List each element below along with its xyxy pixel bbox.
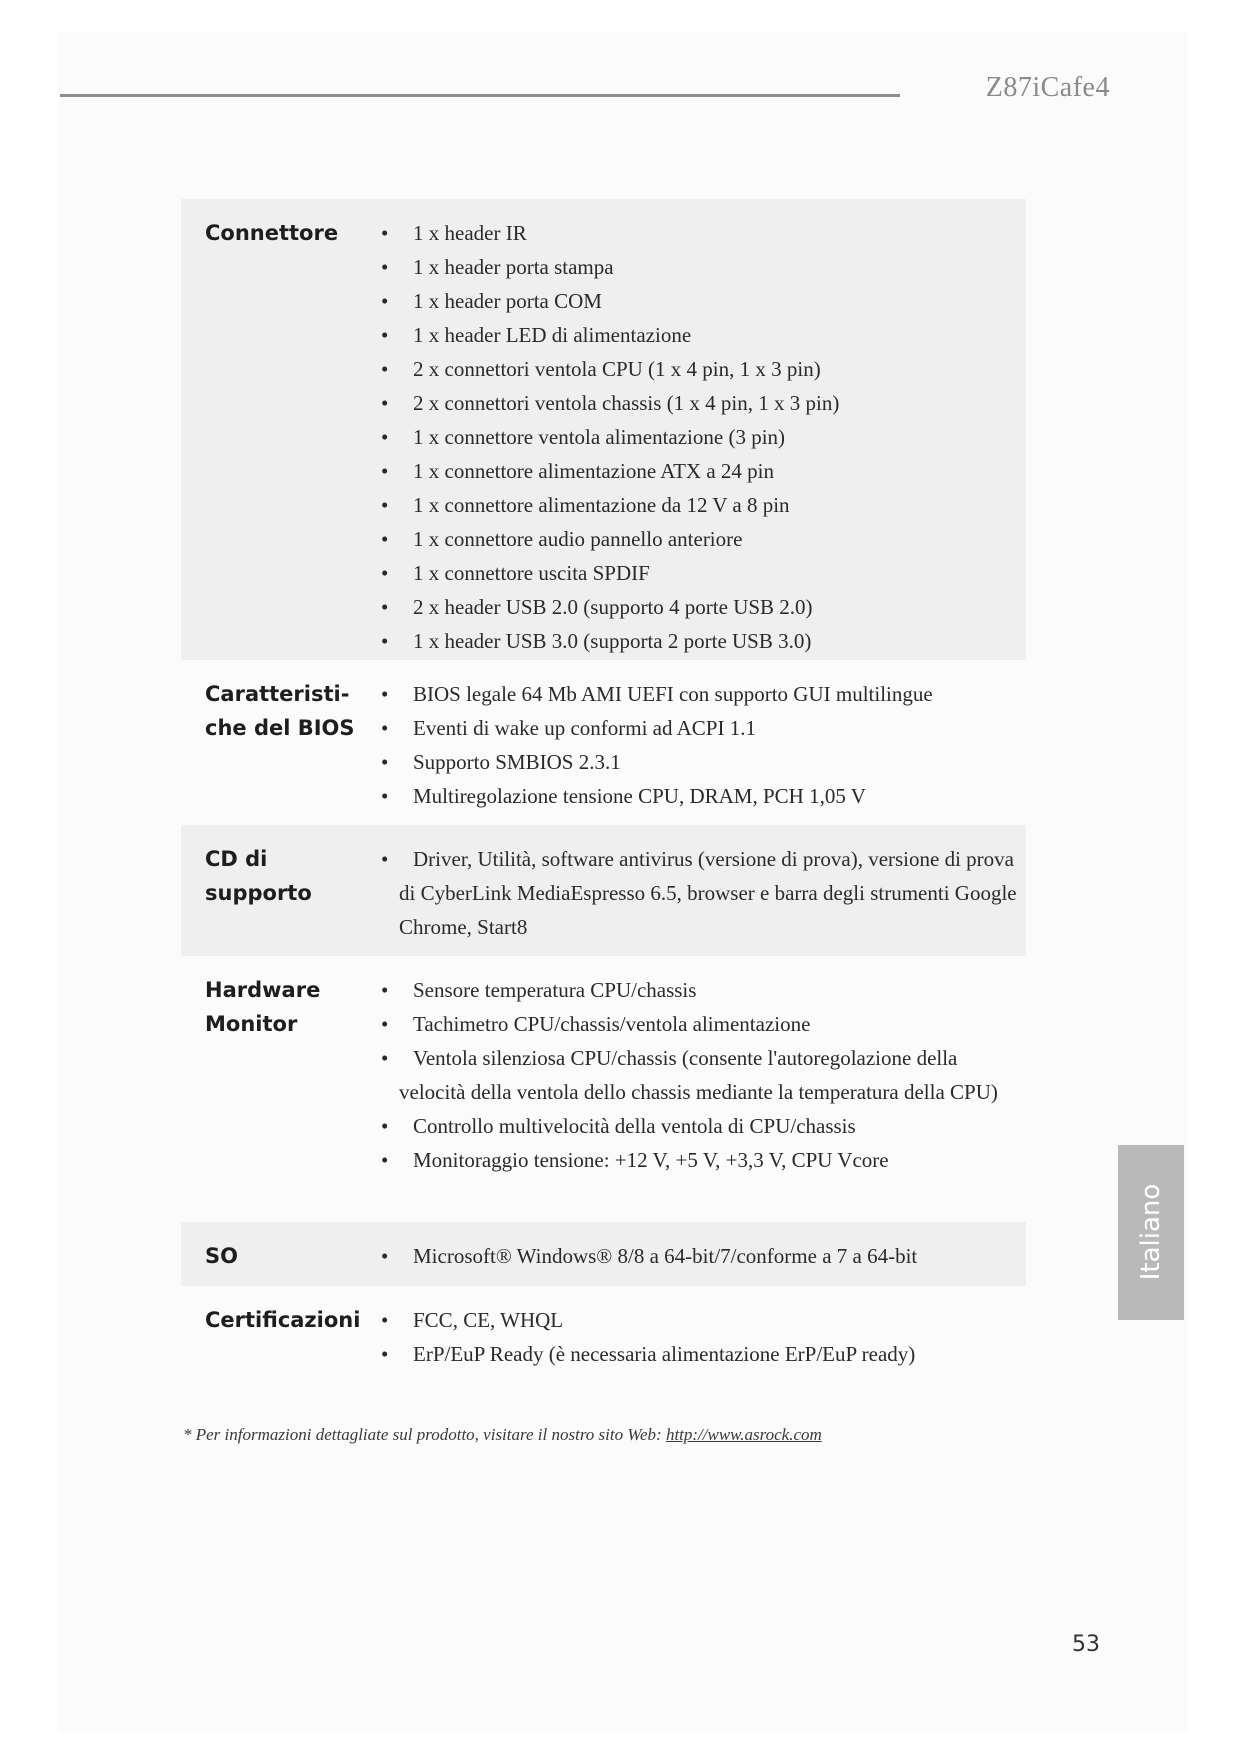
spec-list: [381, 973, 1019, 1177]
spec-list: [381, 842, 1019, 944]
spec-row-bios: [181, 660, 1026, 825]
bullet-icon: •: [381, 784, 389, 808]
spec-item: • Microsoft® Windows® 8/8 a 64-bit/7/conforme a 7 a 64-bit: [399, 1239, 1019, 1273]
spec-item: • Sensore temperatura CPU/chassis: [399, 973, 1019, 1007]
spec-label: Certificazioni: [205, 1308, 361, 1332]
spec-item: • Ventola silenziosa CPU/chassis (consente l'autoregolazione della velocità della ventola dello chassis mediante la temperatura della CPU): [399, 1041, 1019, 1109]
bullet-icon: •: [381, 1244, 389, 1268]
spec-label: Caratteristi-che del BIOS: [205, 682, 355, 740]
spec-item: • Eventi di wake up conformi ad ACPI 1.1: [399, 711, 1019, 745]
spec-item: • 1 x header USB 3.0 (supporta 2 porte USB 3.0): [399, 624, 1019, 658]
bullet-icon: •: [381, 1046, 389, 1070]
bullet-icon: •: [381, 750, 389, 774]
language-tab: [1118, 1145, 1184, 1320]
spec-item: • Supporto SMBIOS 2.3.1: [399, 745, 1019, 779]
bullet-icon: •: [381, 1114, 389, 1138]
spec-item: • Controllo multivelocità della ventola di CPU/chassis: [399, 1109, 1019, 1143]
spec-label: Connettore: [205, 221, 339, 245]
bullet-icon: •: [381, 847, 389, 871]
spec-list: [381, 677, 1019, 813]
bullet-icon: •: [381, 527, 389, 551]
website-link[interactable]: http://www.asrock.com: [665, 1425, 822, 1444]
bullet-icon: •: [381, 493, 389, 517]
spec-item: • 1 x connettore alimentazione da 12 V a 8 pin: [399, 488, 1019, 522]
header-rule: [60, 94, 900, 97]
bullet-icon: •: [381, 561, 389, 585]
bullet-icon: •: [381, 1308, 389, 1332]
spec-row-support-cd: [181, 825, 1026, 956]
bullet-icon: •: [381, 595, 389, 619]
bullet-icon: •: [381, 978, 389, 1002]
model-name: Z87iCafe4: [985, 72, 1110, 103]
spec-item: • 1 x connettore audio pannello anteriore: [399, 522, 1019, 556]
footnote-text: * Per informazioni dettagliate sul prodotto, visitare il nostro sito Web:: [183, 1425, 666, 1444]
spec-item: • 2 x connettori ventola CPU (1 x 4 pin, 1 x 3 pin): [399, 352, 1019, 386]
bullet-icon: •: [381, 357, 389, 381]
spec-item: • 1 x connettore uscita SPDIF: [399, 556, 1019, 590]
footnote: [183, 1425, 1083, 1445]
spec-item: • BIOS legale 64 Mb AMI UEFI con supporto GUI multilingue: [399, 677, 1019, 711]
spec-item: • ErP/EuP Ready (è necessaria alimentazione ErP/EuP ready): [399, 1337, 1019, 1371]
spec-list: [381, 216, 1019, 658]
spec-item: • 1 x header porta COM: [399, 284, 1019, 318]
spec-item: • FCC, CE, WHQL: [399, 1303, 1019, 1337]
language-label: Italiano: [1136, 1183, 1166, 1281]
bullet-icon: •: [381, 459, 389, 483]
spec-item: • 1 x connettore ventola alimentazione (3 pin): [399, 420, 1019, 454]
spec-row-hardware-monitor: [181, 956, 1026, 1222]
spec-item: • 1 x header porta stampa: [399, 250, 1019, 284]
spec-table: [181, 199, 1026, 1386]
bullet-icon: •: [381, 629, 389, 653]
spec-item: • Multiregolazione tensione CPU, DRAM, PCH 1,05 V: [399, 779, 1019, 813]
bullet-icon: •: [381, 1012, 389, 1036]
bullet-icon: •: [381, 323, 389, 347]
bullet-icon: •: [381, 716, 389, 740]
bullet-icon: •: [381, 391, 389, 415]
bullet-icon: •: [381, 1342, 389, 1366]
bullet-icon: •: [381, 221, 389, 245]
bullet-icon: •: [381, 255, 389, 279]
spec-list: [381, 1303, 1019, 1371]
spec-item: • Driver, Utilità, software antivirus (versione di prova), versione di prova di CyberLink MediaEspresso 6.5, browser e barra degli strumenti Google Chrome, Start8: [399, 842, 1019, 944]
spec-item: • 2 x connettori ventola chassis (1 x 4 pin, 1 x 3 pin): [399, 386, 1019, 420]
spec-item: • Tachimetro CPU/chassis/ventola alimentazione: [399, 1007, 1019, 1041]
spec-label: CD di supporto: [205, 847, 312, 905]
spec-label: Hardware Monitor: [205, 978, 321, 1036]
spec-list: [381, 1239, 1019, 1273]
spec-item: • 1 x header LED di alimentazione: [399, 318, 1019, 352]
spec-item: • 1 x connettore alimentazione ATX a 24 pin: [399, 454, 1019, 488]
spec-row-connectors: [181, 199, 1026, 660]
spec-item: • 1 x header IR: [399, 216, 1019, 250]
bullet-icon: •: [381, 1148, 389, 1172]
spec-label: SO: [205, 1244, 238, 1268]
spec-item: • Monitoraggio tensione: +12 V, +5 V, +3,3 V, CPU Vcore: [399, 1143, 1019, 1177]
spec-item: • 2 x header USB 2.0 (supporto 4 porte USB 2.0): [399, 590, 1019, 624]
bullet-icon: •: [381, 682, 389, 706]
spec-row-certifications: [181, 1286, 1026, 1386]
bullet-icon: •: [381, 289, 389, 313]
page-number: 53: [1072, 1632, 1100, 1657]
bullet-icon: •: [381, 425, 389, 449]
spec-row-os: [181, 1222, 1026, 1286]
